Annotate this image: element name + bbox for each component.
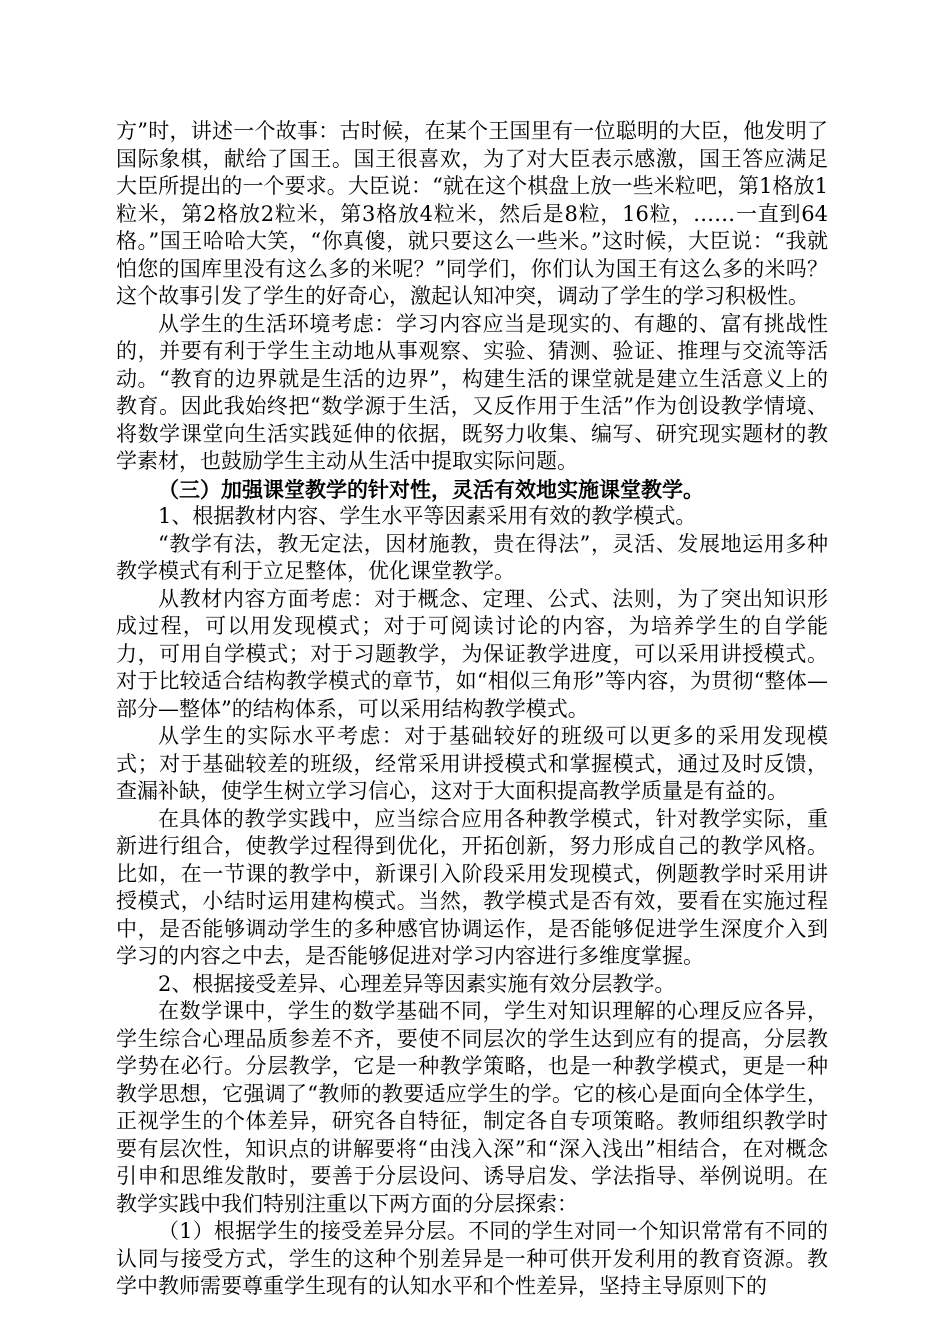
paragraph-layered-teaching: 在数学课中，学生的数学基础不同，学生对知识理解的心理反应各异，学生综合心理品质参差不齐，要使不同层次的学生达到应有的提高，分层教学势在必行。分层教学，它是一种教学策略，也是一种教学模式，更是一种教学思想，它强调了“教师的教要适应学生的学。它的核心是面向全体学生，正视学生的个体差异，研究各自特征，制定各自专项策略。教师组织教学时要有层次性，知识点的讲解要将“由浅入深”和“深入浅出”相结合，在对概念引申和思维发散时，要善于分层设问、诱导启发、学法指导、举例说明。在教学实践中我们特别注重以下两方面的分层探索： [116,999,828,1216]
paragraph-student-level: 从学生的实际水平考虑：对于基础较好的班级可以更多的采用发现模式；对于基础较差的班级，经常采用讲授模式和掌握模式，通过及时反馈，查漏补缺，使学生树立学习信心，这对于大面积提高教学质量是有益的。 [116,724,828,803]
point-1-heading: 1、根据教材内容、学生水平等因素采用有效的教学模式。 [158,504,697,528]
point-2-heading: 2、根据接受差异、心理差异等因素实施有效分层教学。 [158,971,676,996]
paragraph-life-environment: 从学生的生活环境考虑：学习内容应当是现实的、有趣的、富有挑战性的，并要有利于学生主动地从事观察、实验、猜测、验证、推理与交流等活动。“教育的边界就是生活的边界”，构建生活的课堂就是建立生活意义上的教育。因此我始终把“数学源于生活，又反作用于生活”作为创设教学情境、将数学课堂向生活实践延伸的依据，既努力收集、编写、研究现实题材的教学素材，也鼓励学生主动从生活中提取实际问题。 [116,311,828,473]
section-heading-3: （三）加强课堂教学的针对性，灵活有效地实施课堂教学。 [158,476,704,502]
document-page [116,118,828,1301]
paragraph-textbook-content: 从教材内容方面考虑：对于概念、定理、公式、法则，为了突出知识形成过程，可以用发现模式；对于可阅读讨论的内容，为培养学生的自学能力，可用自学模式；对于习题教学，为保证教学进度，可以采用讲授模式。对于比较适合结构教学模式的章节，如“相似三角形”等内容，为贯彻“整体—部分—整体”的结构体系，可以采用结构教学模式。 [116,586,828,721]
paragraph-quote: “教学有法，教无定法，因材施教，贵在得法”，灵活、发展地运用多种教学模式有利于立足整体，优化课堂教学。 [116,531,828,583]
paragraph-teaching-practice: 在具体的教学实践中，应当综合应用各种教学模式，针对教学实际，重新进行组合，使教学过程得到优化，开拓创新，努力形成自己的教学风格。比如，在一节课的教学中，新课引入阶段采用发现模式，例题教学时采用讲授模式，小结时运用建构模式。当然，教学模式是否有效，要看在实施过程中，是否能够调动学生的多种感官协调运作，是否能够促进学生深度介入到学习的内容之中去，是否能够促进对学习内容进行多维度掌握。 [116,806,828,968]
paragraph-sub-1: （1）根据学生的接受差异分层。不同的学生对同一个知识常常有不同的认同与接受方式，学生的这种个别差异是一种可供开发利用的教育资源。教学中教师需要尊重学生现有的认知水平和个性差异，坚持主导原则下的 [116,1219,828,1298]
paragraph-story: 方”时，讲述一个故事：古时候，在某个王国里有一位聪明的大臣，他发明了国际象棋，献给了国王。国王很喜欢，为了对大臣表示感激，国王答应满足大臣所提出的一个要求。大臣说：“就在这个棋盘上放一些米粒吧，第1格放1粒米，第2格放2粒米，第3格放4粒米，然后是8粒，16粒，……一直到64格。”国王哈哈大笑，“你真傻，就只要这么一些米。”这时候，大臣说：“我就怕您的国库里没有这么多的米呢？”同学们，你们认为国王有这么多的米吗？这个故事引发了学生的好奇心，激起认知冲突，调动了学生的学习积极性。 [116,119,828,308]
